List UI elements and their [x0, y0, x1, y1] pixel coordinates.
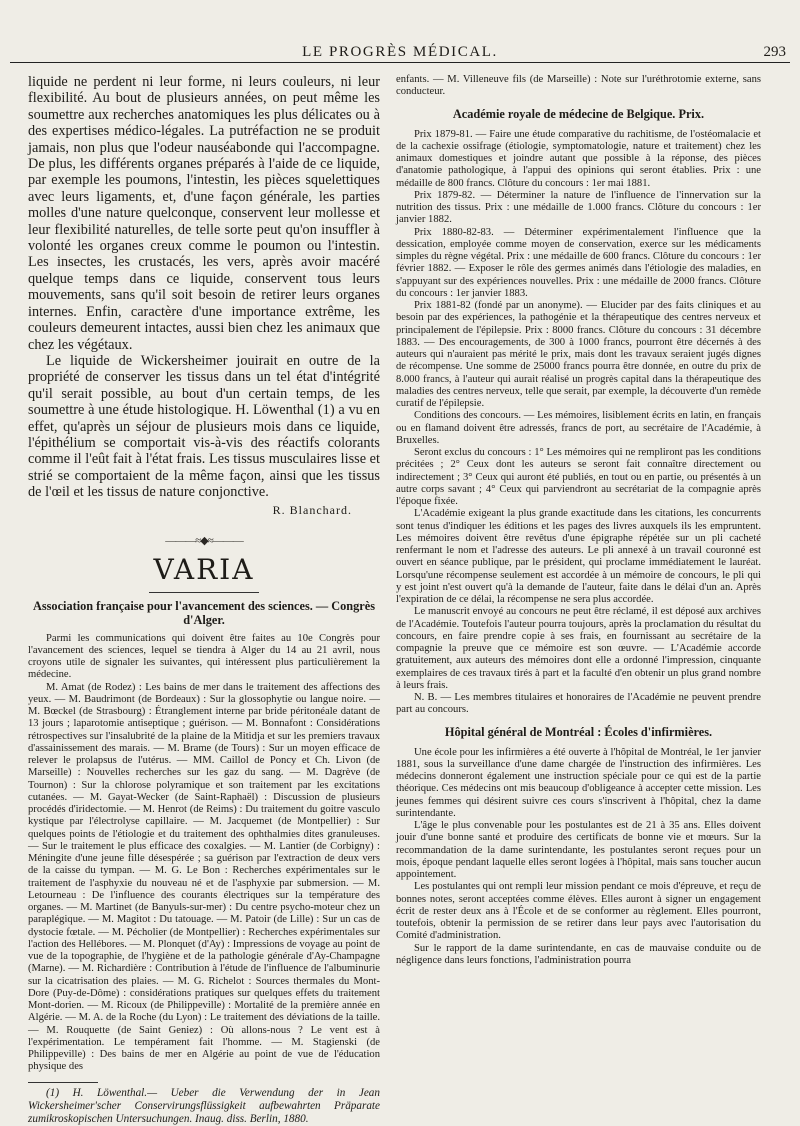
body-paragraph: Parmi les communications qui doivent être faites au 10e Congrès pour l'avancement des sciences, lequel se tiendra à Alger du 14 au 21 avril, nous croyons utile de signaler les suivantes, qui intéressent plus particulièrement la médecine. [28, 632, 380, 681]
footnote-rule [28, 1082, 98, 1083]
body-paragraph: Sur le rapport de la dame surintendante, en cas de mauvaise conduite ou de négligence dans leurs fonctions, l'administration pourra [396, 942, 761, 966]
body-paragraph: Prix 1880-82-83. — Déterminer expérimentalement l'influence que la dessication, employée comme moyen de conservation, exerce sur les médicaments simples du règne végétal. Prix : une médaille de 600 francs. Clôture du concours : 1er février 1882. — Exposer le rôle des germes animés dans l'étiologie des maladies, en s'appuyant sur des expériences nouvelles. Prix : une médaille de 2000 francs. Clôture du concours : 1er janvier 1883. [396, 226, 761, 299]
left-column [28, 74, 380, 1126]
journal-title: LE PROGRÈS MÉDICAL. [302, 44, 498, 60]
body-paragraph: Les postulantes qui ont rempli leur mission pendant ce mois d'épreuve, et reçu de bonnes notes, seront acceptées comme élèves. Elles auront à signer un engagement écrit de rester deux ans à l'École et de se conformer au règlement. Elles pourront, toutefois, obtenir la permission de se retirer dans leur pays avec l'autorisation du Comité d'administration. [396, 881, 761, 942]
body-paragraph: Seront exclus du concours : 1° Les mémoires qui ne rempliront pas les conditions précitées ; 2° Ceux dont les auteurs se seront fait connaître directement ou indirectement ; 3° Ceux qui auront été publiés, en tout ou en partie, ou présentés à un autre corps savant ; 4° Ceux qui parviendront au secrétariat de la compagnie après l'époque fixée. [396, 447, 761, 507]
body-paragraph: L'âge le plus convenable pour les postulantes est de 21 à 35 ans. Elles doivent jouir d'une bonne santé et produire des certificats de bonne vie et mœurs. Sur la recommandation de la dame surintendante, les postulantes seront reçues pour un mois, époque pendant laquelle elles seront logées à l'hôpital, mais sans toucher aucun appointement. [396, 820, 761, 880]
right-column [396, 74, 761, 967]
body-paragraph: M. Amat (de Rodez) : Les bains de mer dans le traitement des affections des yeux. — M. Baudrimont (de Bordeaux) : Sur la glossophytie ou langue noire. — M. Bœckel (de Strasbourg) : Étranglement interne par bride péritonéale datant de 13 jours ; laparotomie antiseptique ; guérison. — M. Bonnafont : Considérations rétrospectives sur l'insalubrité de la plaine de la Mitidja et sur les premiers travaux d'assainissement des marais. — M. Brame (de Tours) : Sur un moyen efficace de relever le prolapsus de l'utérus. — MM. Caillol de Poncy et Ch. Livon (de Marseille) : Nouvelles recherches sur les gaz du sang. — M. Dagrève (de Tournon) : Sur la chlorose polyramique et son traitement par les excitations cutanées. — M. Gayat-Wecker (de Saint-Raphaël) : Discussion de plusieurs procédés d'iridectomie. — M. Henrot (de Reims) : Du traitement du goitre vasculo kystique par l'électrolyse capillaire. — M. Jacquemet (de Montpellier) : Sur quelques points de l'étiologie et du traitement des ophthalmies dites granuleuses. — Sur le traitement le plus efficace des coxalgies. — M. Lantier (de Corbigny) : Méningite d'une jeune fille désespérée ; sa guérison par l'extraction de deux vers de la caisse du tympan. — M. G. Le Bon : Recherches expérimentales sur le traitement de l'asphyxie du nouveau né et de l'asphyxie par submersion. — M. Letourneau : De l'influence des courants électriques sur la température des organes. — M. Martinet (de Banyuls-sur-mer) : Du centre psycho-moteur chez un paraplégique. — M. Magitot : Du tatouage. — M. Patoir (de Lille) : Sur un cas de dystocie fœtale. — M. Pécholier (de Montpellier) : Recherches expérimentales sur l'action des Hellébores. — M. Plonquet (d'Ay) : Impressions de voyage au point de vue de la topographie, de l'hygiène et de la pathologie générale d'Ay-Champagne (Marne). — M. Richardière : Contribution à l'étude de l'influence de l'albuminurie sur la cicatrisation des plaies. — M. G. Richelot : Sources thermales du Mont-Dore (Puy-de-Dôme) : considérations pratiques sur quelques effets du traitement Mont-dorien. — M. Ricoux (de Philippeville) : Mortalité de la première année en Algérie. — M. A. de la Roche (du Lyon) : Le traitement des déviations de la taille. — M. Rouquette (de Saint Geniez) : Où allons-nous ? Le vent est à l'expérimentation. Le tempérament fait l'homme. — M. Stagienski (de Philippeville) : Des bains de mer en Algérie au point de vue de l'éducation physique des [28, 681, 380, 1073]
body-paragraph: Le liquide de Wickersheimer jouirait en outre de la propriété de conserver les tissus dans un tel état d'intégrité qu'il serait possible, au bout d'un certain temps, de les soumettre à une étude histologique. H. Löwenthal (1) a vu en effet, qu'après un séjour de plusieurs mois dans ce liquide, l'épithélium se comportait vis-à-vis des réactifs colorants comme il l'eût fait à l'état frais. Les tissus musculaires lisse et strié se comportaient de la même façon, ainsi que les tissus de l'œil et les tissus de nature conjonctive. [28, 352, 380, 501]
body-paragraph: L'Académie exigeant la plus grande exactitude dans les citations, les concurrents sont tenus d'indiquer les éditions et les pages des livres auxquels ils les empruntent. Les mémoires doivent être revêtus d'une épigraphe répétée sur un pli cacheté renfermant le nom et l'adresse des auteurs. Le pli annexé à un travail couronné est ouvert en séance publique, par le président, qui proclame immédiatement le lauréat. Lorsqu'une récompense seulement est accordée à un mémoire de concours, le pli qui y est joint n'est ouvert qu'à la demande de l'auteur, faite dans le délai d'un an. Après l'expiration de ce délai, la récompense ne sera plus accordée. [396, 508, 761, 605]
body-paragraph: Conditions des concours. — Les mémoires, lisiblement écrits en latin, en français ou en flamand doivent être adressés, francs de port, au secrétaire de l'Académie, à Bruxelles. [396, 410, 761, 446]
body-paragraph: Prix 1881-82 (fondé par un anonyme). — Elucider par des faits cliniques et au besoin par des expériences, la pathogénie et la thérapeutique des centres nerveux et principalement de l'épilepsie. Prix : 8000 francs. Clôture du concours : 31 décembre 1883. — Des encouragements, de 300 à 1000 francs, pourront être décernés à des auteurs qui n'auraient pas mérité le prix, mais dont les travaux seraient jugés dignes de récompense. Une somme de 25000 francs pourra être donnée, en outre du prix de 8.000 francs, à l'auteur qui aurait réalisé un progrès capital dans la thérapeutique des maladies des centres nerveux, telle que serait, par exemple, la découverte d'un remède curatif de l'épilepsie. [396, 300, 761, 409]
body-paragraph: Le manuscrit envoyé au concours ne peut être réclamé, il est déposé aux archives de l'Académie. Toutefois l'auteur pourra toujours, après la proclamation du résultat du concours, en faire prendre copie à ses frais, en fournissant au secrétaire de la compagnie la preuve que ce mémoire est son œuvre. — L'Académie accorde gratuitement, aux auteurs des mémoires dont elle a ordonné l'impression, cinquante exemplaires de ces travaux tirés à part et la faculté d'en obtenir un plus grand nombre à leurs frais. [396, 606, 761, 691]
author-signature: R. Blanchard. [272, 502, 352, 517]
page-number: 293 [763, 44, 786, 60]
body-paragraph: Une école pour les infirmières a été ouverte à l'hôpital de Montréal, le 1er janvier 1881, sous la surveillance d'une dame chargée de l'instruction des infirmières. Les médecins donneront également une instruction spéciale pour ce qui est de la partie théorique. Ces médecins ont mis beaucoup d'obligeance à accepter cette mission. Les jeunes femmes qui désirent suivre ces cours s'inscrivent à l'hôpital, chez la dame surintendante. [396, 746, 761, 819]
body-paragraph: Prix 1879-82. — Déterminer la nature de l'influence de l'innervation sur la nutrition des tissus. Prix : une médaille de 1.000 francs. Clôture du concours : 1er janvier 1882. [396, 189, 761, 226]
article-heading: Académie royale de médecine de Belgique. Prix. [452, 106, 705, 121]
body-paragraph: N. B. — Les membres titulaires et honoraires de l'Académie ne peuvent prendre part au concours. [396, 692, 761, 716]
body-paragraph: Prix 1879-81. — Faire une étude comparative du rachitisme, de l'ostéomalacie et de la cachexie ossifrage (étiologie, symptomatologie, nature et traitement) chez les animaux domestiques et joindre autant que possible à la réponse, des pièces d'anatomie pathologique, à l'appui des opinions qui seront établies. Prix : une médaille de 800 francs. Clôture du concours : 1er mai 1881. [396, 128, 761, 189]
body-paragraph: enfants. — M. Villeneuve fils (de Marseille) : Note sur l'uréthrotomie externe, sans conducteur. [396, 74, 761, 98]
header-rule [10, 62, 790, 63]
article-heading: Hôpital général de Montréal : Écoles d'infirmières. [444, 724, 713, 739]
footnote: (1) H. Löwenthal.— Ueber die Verwendung der in Jean Wickersheimer'scher Conservirungsflüssigkeit aufbewahrten Präparate zumikroskopischen Untersuchungen. Inaug. diss. Berlin, 1880. [28, 1086, 380, 1125]
title-rule [149, 592, 259, 593]
section-title: VARIA [153, 552, 255, 586]
body-paragraph: liquide ne perdent ni leur forme, ni leurs couleurs, ni leur flexibilité. Au bout de plusieurs années, on peut même les soumettre aux recherches anatomiques les plus délicates ou à des expertises médico-légales. La putréfaction ne se produit jamais, non plus que l'odeur nauséabonde qui l'accompagne. De plus, les différents organes préparés à l'aide de ce liquide, par exemple les poumons, l'intestin, les pièces squelettiques avec leurs ligaments, et, d'une façon générale, les parties molles d'une nature quelconque, conservent leur mollesse et leur flexibilité naturelles, de telle sorte peut qu'on insuffler à volonté les organes creux comme le poumon ou l'intestin. Les insectes, les crustacés, les vers, après avoir macéré quelque temps dans ce liquide, conservent tous leurs mouvements, sans qu'il soit besoin de retirer leurs organes internes. Enfin, caractère d'une importance extrême, les couleurs demeurent intactes, aussi bien chez les animaux que chez les végétaux. [28, 74, 380, 353]
article-heading: Association française pour l'avancement des sciences. — Congrès d'Alger. [32, 598, 375, 627]
section-ornament: ———≈◆≈——— [165, 534, 243, 547]
